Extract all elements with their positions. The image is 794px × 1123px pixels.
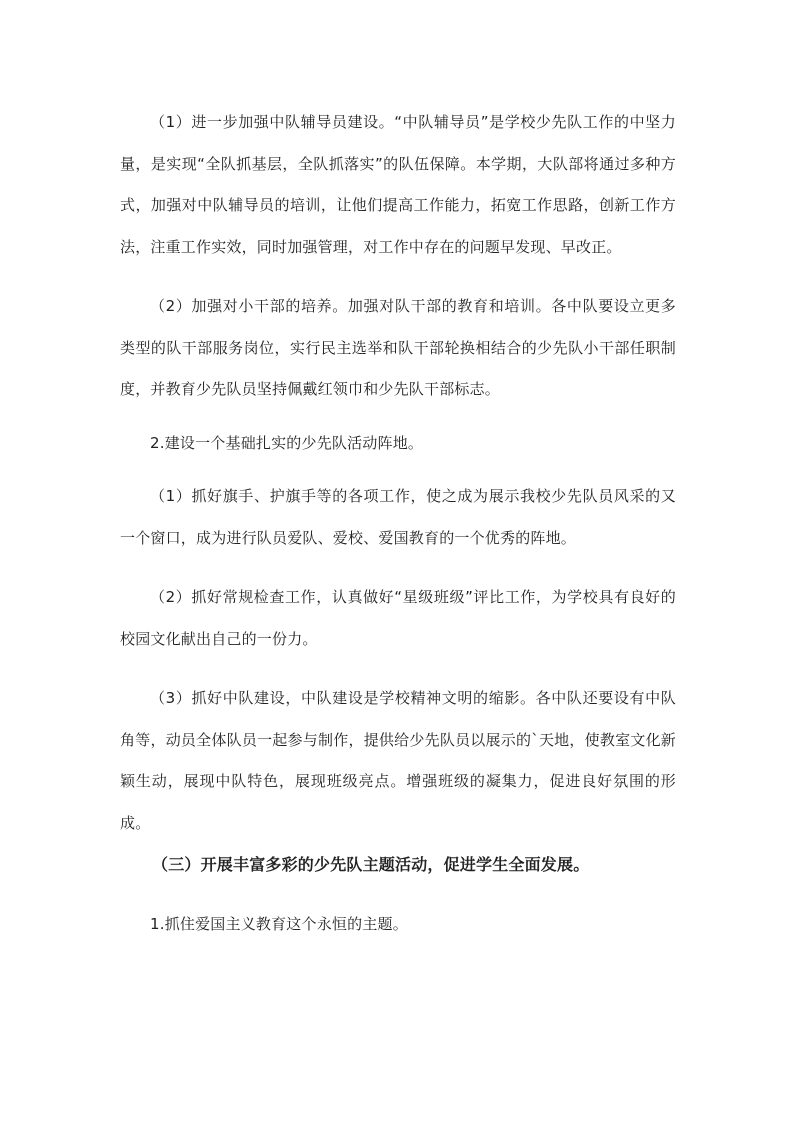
paragraph-routine-inspection: （2）抓好常规检查工作，认真做好“星级班级”评比工作，为学校具有良好的校园文化献出自己的一份力。 xyxy=(120,588,676,648)
paragraph-patriotism: 1.抓住爱国主义教育这个永恒的主题。 xyxy=(150,914,408,933)
paragraph-activity-base: 2.建设一个基础扎实的少先队活动阵地。 xyxy=(150,433,424,452)
section-heading-activities: （三）开展丰富多彩的少先队主题活动，促进学生全面发展。 xyxy=(152,855,590,874)
paragraph-cadre-training: （2）加强对小干部的培养。加强对队干部的教育和培训。各中队要设立更多类型的队干部服务岗位，实行民主选举和队干部轮换相结合的少先队小干部任职制度，并教育少先队员坚持佩戴红领巾和少先队干部标志。 xyxy=(120,297,676,398)
paragraph-counselor-building: （1）进一步加强中队辅导员建设。“中队辅导员”是学校少先队工作的中坚力量，是实现“全队抓基层，全队抓落实”的队伍保障。本学期，大队部将通过多种方式，加强对中队辅导员的培训，让他们提高工作能力，拓宽工作思路，创新工作方法，注重工作实效，同时加强管理，对工作中存在的问题早发现、早改正。 xyxy=(120,113,676,256)
document-page xyxy=(120,102,676,945)
paragraph-flag-bearers: （1）抓好旗手、护旗手等的各项工作，使之成为展示我校少先队员风采的又一个窗口，成为进行队员爱队、爱校、爱国教育的一个优秀的阵地。 xyxy=(120,487,676,547)
paragraph-squad-building: （3）抓好中队建设，中队建设是学校精神文明的缩影。各中队还要设有中队角等，动员全体队员一起参与制作，提供给少先队员以展示的`天地，使教室文化新颖生动，展现中队特色，展现班级亮点。增强班级的凝集力，促进良好氛围的形成。 xyxy=(120,689,676,832)
